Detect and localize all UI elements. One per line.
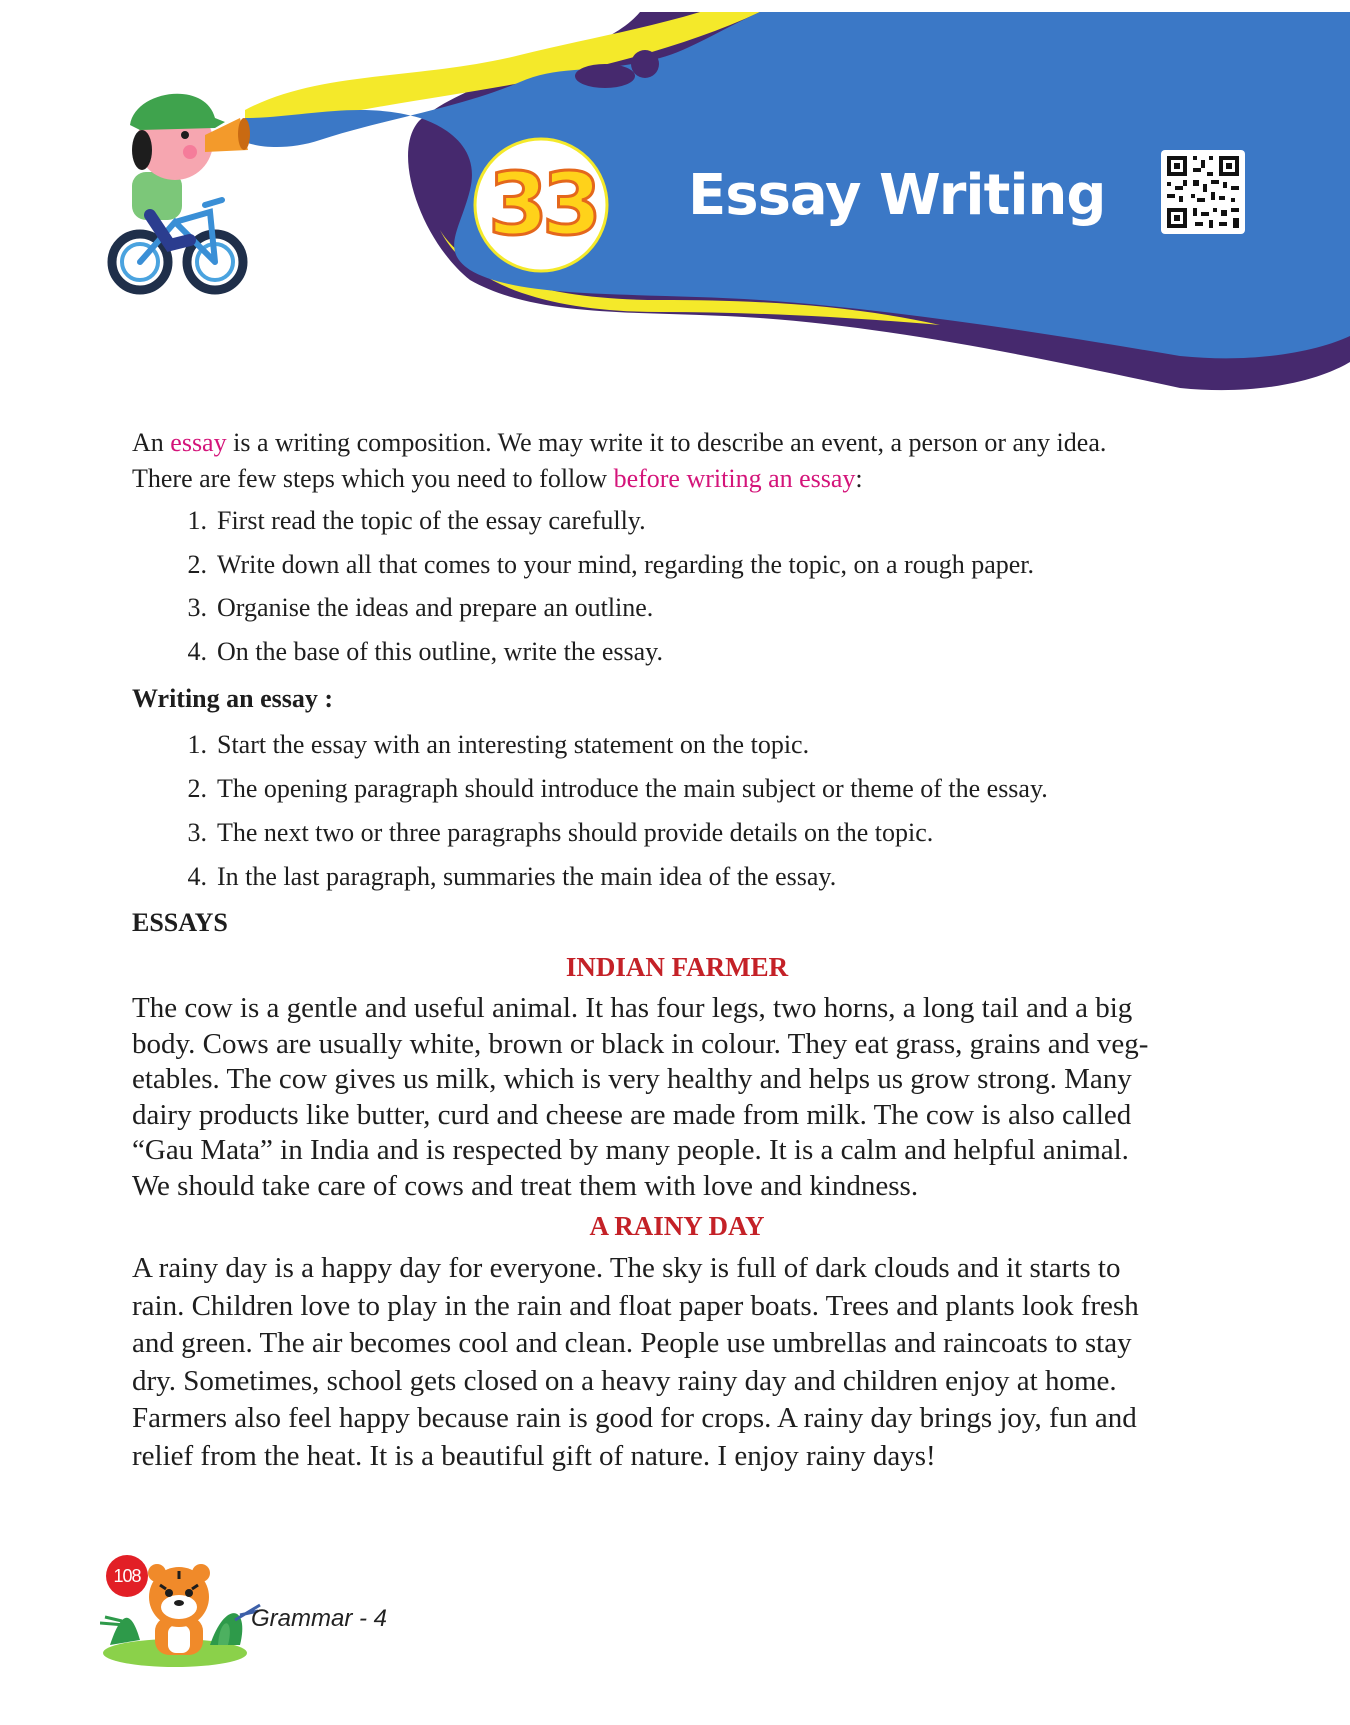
list-item: [132, 590, 1222, 634]
essay-body-indian-farmer: [132, 991, 1222, 1204]
steps-before-writing-list: [132, 503, 1222, 677]
list-item: [132, 859, 1222, 903]
list-number: 2.: [187, 549, 207, 579]
essay-line: rain. Children love to play in the rain and float paper boats. Trees and plants look fresh: [132, 1289, 1139, 1322]
book-name: Grammar - 4: [251, 1605, 388, 1632]
essay-title-indian-farmer: INDIAN FARMER: [565, 952, 789, 982]
list-item: [132, 727, 1222, 771]
list-text: In the last paragraph, summaries the main idea of the essay.: [217, 862, 837, 891]
essay-line: A rainy day is a happy day for everyone. The sky is full of dark clouds and it starts to: [132, 1252, 1121, 1284]
header-banner: [0, 0, 1350, 400]
list-number: 4.: [187, 636, 207, 666]
list-number: 3.: [187, 593, 207, 622]
essay-title-rainy-day: A RAINY DAY: [589, 1211, 765, 1241]
list-number: 4.: [187, 862, 207, 891]
page-content: [132, 425, 1222, 1475]
list-number: 1.: [187, 506, 207, 535]
essay-line: relief from the heat. It is a beautiful gift of nature. I enjoy rainy days!: [132, 1439, 936, 1472]
essay-line: etables. The cow gives us milk, which is very healthy and helps us grow strong. Many: [132, 1063, 1132, 1095]
essay-line: dairy products like butter, curd and cheese are made from milk. The cow is also called: [132, 1098, 1132, 1131]
chapter-title: Essay Writing: [688, 163, 1106, 228]
intro-text: There are few steps which you need to follow: [132, 464, 614, 493]
writing-essay-heading: Writing an essay :: [132, 684, 334, 713]
essay-line: dry. Sometimes, school gets closed on a heavy rainy day and children enjoy at home.: [132, 1364, 1117, 1397]
list-item: [132, 634, 1222, 678]
qr-code-icon[interactable]: [1161, 150, 1245, 234]
list-text: Write down all that comes to your mind, regarding the topic, on a rough paper.: [217, 549, 1035, 579]
writing-steps-list: [132, 727, 1222, 903]
essay-body-rainy-day: [132, 1250, 1222, 1475]
purple-blob: [575, 64, 635, 88]
purple-dot: [631, 50, 659, 78]
boy-on-bicycle-icon: [112, 94, 250, 290]
list-item: [132, 547, 1222, 591]
list-number: 1.: [187, 730, 207, 759]
list-text: Organise the ideas and prepare an outline.: [217, 593, 654, 622]
chapter-number: 33: [488, 155, 596, 255]
intro-text: An: [132, 428, 171, 457]
list-number: 2.: [187, 774, 207, 803]
essays-heading: ESSAYS: [132, 908, 228, 937]
intro-text: :: [855, 464, 863, 493]
list-item: [132, 771, 1222, 815]
list-text: Start the essay with an interesting statement on the topic.: [217, 730, 810, 759]
list-item: [132, 815, 1222, 859]
essay-line: body. Cows are usually white, brown or black in colour. They eat grass, grains and veg-: [132, 1027, 1149, 1060]
list-number: 3.: [187, 818, 207, 847]
list-text: First read the topic of the essay carefully.: [217, 506, 646, 535]
intro-paragraph: [132, 425, 1222, 497]
list-text: The next two or three paragraphs should provide details on the topic.: [217, 818, 934, 847]
essay-line: The cow is a gentle and useful animal. It has four legs, two horns, a long tail and a big: [132, 992, 1133, 1024]
list-text: The opening paragraph should introduce the main subject or theme of the essay.: [217, 774, 1048, 803]
essay-line: Farmers also feel happy because rain is good for crops. A rainy day brings joy, fun and: [132, 1402, 1137, 1434]
keyword-essay: essay: [170, 428, 227, 457]
intro-text: is a writing composition. We may write it to describe an event, a person or any idea.: [226, 428, 1107, 457]
essay-line: “Gau Mata” in India and is respected by many people. It is a calm and helpful animal.: [132, 1134, 1129, 1166]
keyword-before-writing: before writing an essay: [613, 464, 856, 493]
list-text: On the base of this outline, write the essay.: [217, 636, 663, 666]
essay-line: We should take care of cows and treat them with love and kindness.: [132, 1169, 919, 1202]
list-item: [132, 503, 1222, 547]
page-number-badge: 108: [106, 1555, 148, 1597]
essay-line: and green. The air becomes cool and clean. People use umbrellas and raincoats to stay: [132, 1327, 1132, 1359]
